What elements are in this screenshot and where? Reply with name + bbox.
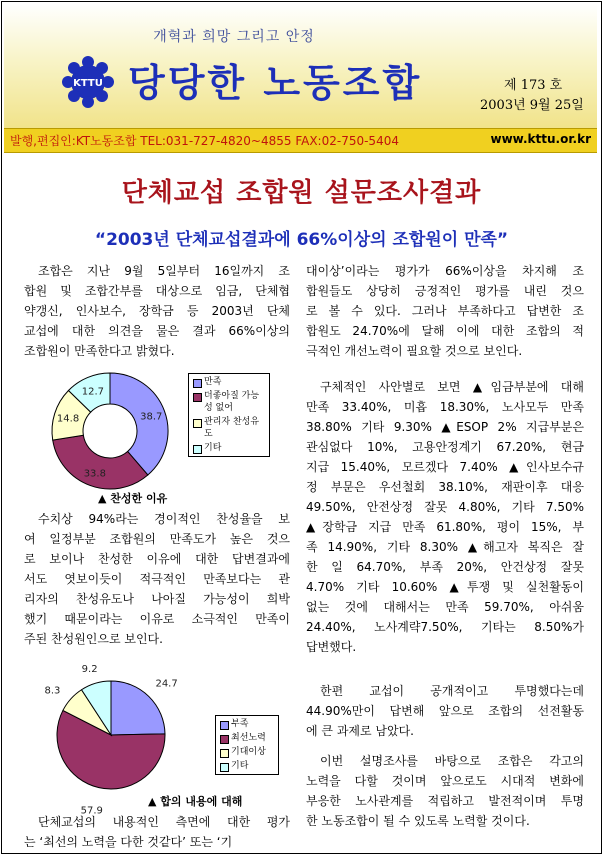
left-paragraph-1 xyxy=(24,261,290,361)
paragraph-line: 합원 및 조합간부를 대상으로 임금, 단체협 xyxy=(24,284,290,298)
publisher-info: 발행,편집인:KT노동조합 TEL:031-727-4820~4855 FAX:02-750-5404 xyxy=(10,134,399,148)
paragraph-line: 부응한 노사관계를 적립하고 발전적이며 투명 xyxy=(306,794,584,808)
paragraph-line: 노력을 다할 것이며 앞으로도 시대적 변화에 xyxy=(306,774,584,788)
legend-item xyxy=(192,442,266,454)
legend-label: 최선노력 xyxy=(231,733,266,743)
legend-label: 부족 xyxy=(231,719,249,729)
legend-swatch xyxy=(193,379,202,388)
pie-data-label: 38.7 xyxy=(140,411,163,423)
paragraph-line: 극적인 개선노력이 필요할 것으로 보인다. xyxy=(306,344,523,358)
paragraph-line: 한 노동조합이 될 수 있도록 노력할 것이다. xyxy=(306,814,530,828)
paragraph-line: 24.40%, 노사계략7.50%, 기타는 8.50%가 xyxy=(306,620,584,634)
legend-label: 관리자 찬성유도 xyxy=(204,417,260,439)
paragraph-line: ▲장학금 지급 만족 61.80%, 평이 15%, 부 xyxy=(306,520,584,534)
right-paragraph-4 xyxy=(306,751,584,831)
pie-data-label: 57.9 xyxy=(80,805,103,817)
legend-item xyxy=(192,416,266,440)
paragraph-line: 대이상’이라는 평가가 66%이상을 차지해 조 xyxy=(306,264,584,278)
slogan: 개혁과 희망 그리고 안정 xyxy=(153,29,315,45)
paragraph-line: 49.50%, 안전상정 잘못 4.80%, 기타 7.50% xyxy=(306,500,584,514)
chart-caption-agreement-content: ▲ 합의 내용에 대해 xyxy=(148,795,243,808)
paragraph-line: 이번 설명조사를 바탕으로 조합은 각고의 xyxy=(320,754,584,768)
paragraph-line: 교섭에 대한 의견을 물은 결과 66%이상의 xyxy=(24,324,290,338)
paragraph-line: 족 14.90%, 기타 8.30% ▲해고자 복직은 잘 xyxy=(306,540,584,554)
legend-label: 기대이상 xyxy=(231,747,266,757)
paragraph-line: 만족 33.40%, 미흡 18.30%, 노사모두 만족 xyxy=(306,400,584,414)
legend-swatch xyxy=(220,763,229,772)
pie-chart-agreement-content xyxy=(36,660,186,817)
chart-caption-support-reasons: ▲ 찬성한 이유 xyxy=(98,492,168,505)
left-paragraph-3 xyxy=(24,812,290,852)
paragraph-line: 여 일정부분 조합원의 만족도가 높은 것으 xyxy=(24,532,290,546)
paragraph-line: 한편 교섭이 공개적이고 투명했다는데 xyxy=(320,684,584,698)
legend-label: 기타 xyxy=(204,443,222,453)
paragraph-line: 없는 것에 대해서는 만족 59.70%, 아쉬움 xyxy=(306,600,584,614)
paragraph-line: 로 보이나 찬성한 이유에 대한 답변결과에 xyxy=(24,552,290,566)
pie-data-label: 12.7 xyxy=(81,386,105,398)
right-paragraph-1 xyxy=(306,261,584,361)
legend-item xyxy=(219,760,275,772)
paragraph-line: 합원도 24.70%에 달해 이에 대한 조합의 적 xyxy=(306,324,584,338)
legend-item xyxy=(219,746,275,758)
legend-label: 기타 xyxy=(231,761,249,771)
legend-item xyxy=(219,718,275,730)
pie-data-label: 9.2 xyxy=(81,663,98,675)
legend-support-reasons xyxy=(188,373,270,457)
pie-chart-support-reasons xyxy=(40,365,180,495)
paragraph-line: 관심없다 10%, 고용안정계기 67.20%, 현금 xyxy=(306,440,584,454)
pie-data-label: 24.7 xyxy=(155,678,178,690)
pie-data-label: 33.8 xyxy=(83,468,106,480)
legend-swatch xyxy=(193,393,202,402)
logo-text: KTTU xyxy=(73,78,103,89)
legend-item xyxy=(192,390,266,414)
legend-label: 만족 xyxy=(204,377,222,387)
masthead xyxy=(4,4,597,128)
legend-swatch xyxy=(220,749,229,758)
newsletter-title: 당당한 노동조합 xyxy=(128,61,423,105)
legend-swatch xyxy=(220,721,229,730)
paragraph-line: 는 ‘최선의 노력을 다한 것같다’ 또는 ‘기 xyxy=(24,835,233,849)
subheadline: “2003년 단체교섭결과에 66%이상의 조합원이 만족” xyxy=(94,230,509,250)
legend-swatch xyxy=(193,445,202,454)
headline: 단체교섭 조합원 설문조사결과 xyxy=(121,178,482,208)
legend-swatch xyxy=(193,419,202,428)
right-paragraph-3 xyxy=(306,681,584,741)
legend-swatch xyxy=(220,735,229,744)
paragraph-line: 한 일 64.70%, 부족 20%, 안건상정 잘못 xyxy=(306,560,584,574)
legend-item xyxy=(192,376,266,388)
kttu-logo xyxy=(62,56,114,108)
issue-number: 제 173 호 xyxy=(504,78,563,93)
paragraph-line: 38.80% 기타 9.30% ▲ESOP 2% 지급부분은 xyxy=(306,420,584,434)
paragraph-line: 44.90%만이 답변해 앞으로 조합의 선전활동 xyxy=(306,704,584,718)
publisher-bar xyxy=(4,128,597,153)
paragraph-line: 4.70% 기타 10.60% ▲투쟁 및 실천활동이 xyxy=(306,580,584,594)
paragraph-line: 단체교섭의 내용적인 측면에 대한 평가 xyxy=(38,815,290,829)
paragraph-line: 서도 엿보이듯이 적극적인 만족보다는 관 xyxy=(24,572,290,586)
paragraph-line: 조합원이 만족한다고 밝혔다. xyxy=(24,344,175,358)
paragraph-line: 로 볼 수 있다. 그러나 부족하다고 답변한 조 xyxy=(306,304,584,318)
legend-label: 더좋아질 가능성 없어 xyxy=(204,391,260,413)
paragraph-line: 합원들도 상당히 긍정적인 평가를 내린 것으 xyxy=(306,284,584,298)
pie-data-label: 8.3 xyxy=(44,685,61,697)
paragraph-line: 답변했다. xyxy=(306,640,357,654)
issue-date: 2003년 9월 25일 xyxy=(480,98,584,113)
paragraph-line: 약갱신, 인사보수, 장학금 등 2003년 단체 xyxy=(24,304,290,318)
paragraph-line: 정 부문은 우선철회 38.10%, 재판이후 대응 xyxy=(306,480,584,494)
legend-agreement-content xyxy=(215,715,279,775)
legend-item xyxy=(219,732,275,744)
paragraph-line: 리자의 찬성유도나 나아질 가능성이 희박 xyxy=(24,592,290,606)
paragraph-line: 주된 찬성원인으로 보인다. xyxy=(24,632,163,646)
left-paragraph-2 xyxy=(24,509,290,649)
paragraph-line: 했기 때문이라는 이유로 소극적인 만족이 xyxy=(24,612,290,626)
right-paragraph-2 xyxy=(306,377,584,657)
pie-data-label: 14.8 xyxy=(56,413,80,425)
paragraph-line: 조합은 지난 9월 5일부터 16일까지 조 xyxy=(38,264,290,278)
website-link[interactable]: www.kttu.or.kr xyxy=(490,132,591,146)
paragraph-line: 에 큰 과제로 남았다. xyxy=(306,724,414,738)
paragraph-line: 수치상 94%라는 경이적인 찬성율을 보 xyxy=(38,512,290,526)
paragraph-line: 지급 15.40%, 모르겠다 7.40% ▲인사보수규 xyxy=(306,460,584,474)
paragraph-line: 구체적인 사안별로 보면 ▲임금부분에 대해 xyxy=(320,380,584,394)
